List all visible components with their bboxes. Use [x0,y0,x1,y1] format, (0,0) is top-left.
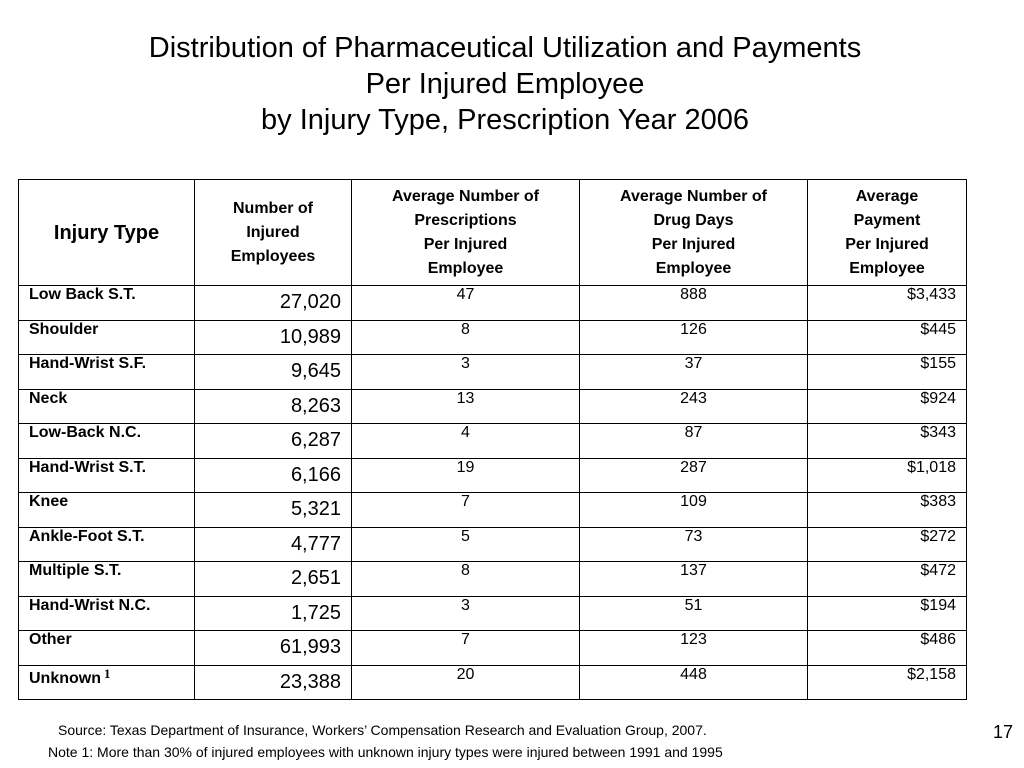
cell-injury-type [19,631,195,666]
header-payment [808,180,967,286]
cell-injury-type [19,355,195,390]
cell-employees: 1,725 [195,596,352,631]
cell-drug-days: 243 [580,389,808,424]
injury-type-label: Other [29,631,72,648]
injury-type-label: Unknown [29,669,101,687]
slide-title [0,30,1010,138]
injury-type-label: Knee [29,493,69,510]
cell-payment: $486 [808,631,967,666]
cell-drug-days: 51 [580,596,808,631]
header-prescriptions [352,180,580,286]
injury-type-label: Hand-Wrist N.C. [29,596,151,614]
cell-prescriptions: 13 [352,389,580,424]
cell-payment: $155 [808,355,967,390]
injury-type-label: Low-Back N.C. [29,424,142,441]
cell-drug-days: 109 [580,493,808,528]
table-row [19,596,967,631]
cell-drug-days: 287 [580,458,808,493]
cell-drug-days: 888 [580,286,808,321]
cell-payment: $343 [808,424,967,459]
table-header-row [19,180,967,286]
cell-employees: 8,263 [195,389,352,424]
injury-type-label: Multiple S.T. [29,562,122,579]
cell-payment: $924 [808,389,967,424]
header-drug-days [580,180,808,286]
cell-injury-type [19,320,195,355]
cell-drug-days: 137 [580,562,808,597]
cell-payment: $272 [808,527,967,562]
header-line: Number of [233,199,313,217]
cell-prescriptions: 3 [352,355,580,390]
header-line: Per Injured [845,235,929,253]
cell-injury-type [19,527,195,562]
injury-type-label: Neck [29,389,68,407]
cell-drug-days: 448 [580,665,808,700]
title-line-3: by Injury Type, Prescription Year 2006 [261,104,749,136]
table-row [19,424,967,459]
cell-payment: $383 [808,493,967,528]
cell-prescriptions: 20 [352,665,580,700]
header-line: Payment [853,211,921,229]
cell-payment: $3,433 [808,286,967,321]
cell-drug-days: 73 [580,527,808,562]
cell-prescriptions: 7 [352,631,580,666]
table-row [19,493,967,528]
cell-payment: $445 [808,320,967,355]
cell-injury-type [19,665,195,700]
cell-injury-type [19,562,195,597]
cell-employees: 4,777 [195,527,352,562]
header-line: Average [855,187,919,205]
cell-injury-type [19,424,195,459]
header-line: Employee [655,259,732,277]
header-line: Average Number of [620,187,767,205]
footnote-marker: 1 [104,665,111,681]
header-line: Employees [230,247,316,265]
cell-drug-days: 123 [580,631,808,666]
header-line: Employee [849,259,925,277]
cell-drug-days: 126 [580,320,808,355]
header-injury-type: Injury Type [19,180,195,286]
cell-prescriptions: 8 [352,320,580,355]
table-row [19,631,967,666]
cell-prescriptions: 8 [352,562,580,597]
header-employees [195,180,352,286]
cell-prescriptions: 4 [352,424,580,459]
cell-employees: 6,287 [195,424,352,459]
cell-payment: $472 [808,562,967,597]
cell-drug-days: 37 [580,355,808,390]
cell-employees: 23,388 [195,665,352,700]
table-row [19,527,967,562]
utilization-table [18,179,967,700]
cell-employees: 6,166 [195,458,352,493]
title-line-1: Distribution of Pharmaceutical Utilization and Payments [148,32,862,64]
cell-prescriptions: 3 [352,596,580,631]
cell-prescriptions: 7 [352,493,580,528]
cell-employees: 61,993 [195,631,352,666]
cell-employees: 5,321 [195,493,352,528]
cell-employees: 27,020 [195,286,352,321]
cell-employees: 9,645 [195,355,352,390]
header-line: Average Number of [392,187,539,205]
injury-type-label: Hand-Wrist S.T. [29,458,147,476]
header-line: Per Injured [423,235,508,253]
cell-injury-type [19,458,195,493]
header-line: Drug Days [653,211,734,229]
table-row [19,389,967,424]
cell-payment: $194 [808,596,967,631]
title-line-2: Per Injured Employee [365,68,645,100]
table-row [19,665,967,700]
source-citation: Source: Texas Department of Insurance, Workers’ Compensation Research and Evaluation Group, 2007. [58,722,707,738]
table-row [19,320,967,355]
cell-injury-type [19,286,195,321]
cell-prescriptions: 19 [352,458,580,493]
cell-employees: 10,989 [195,320,352,355]
header-line: Injured [246,223,300,241]
table-row [19,286,967,321]
header-line: Employee [427,259,504,277]
header-line: Prescriptions [414,211,517,229]
cell-drug-days: 87 [580,424,808,459]
cell-injury-type [19,389,195,424]
cell-prescriptions: 47 [352,286,580,321]
table-row [19,562,967,597]
table-row [19,458,967,493]
cell-injury-type [19,596,195,631]
injury-type-label: Ankle-Foot S.T. [29,527,145,545]
page-number: 17 [993,722,1014,742]
cell-payment: $2,158 [808,665,967,700]
injury-type-label: Shoulder [29,320,99,338]
cell-injury-type [19,493,195,528]
footnote-text: Note 1: More than 30% of injured employees with unknown injury types were injured between 1991 and 1995 [48,744,723,760]
table-row [19,355,967,390]
cell-payment: $1,018 [808,458,967,493]
injury-type-label: Hand-Wrist S.F. [29,355,147,372]
header-line: Per Injured [651,235,736,253]
injury-type-label: Low Back S.T. [29,286,136,303]
cell-employees: 2,651 [195,562,352,597]
cell-prescriptions: 5 [352,527,580,562]
